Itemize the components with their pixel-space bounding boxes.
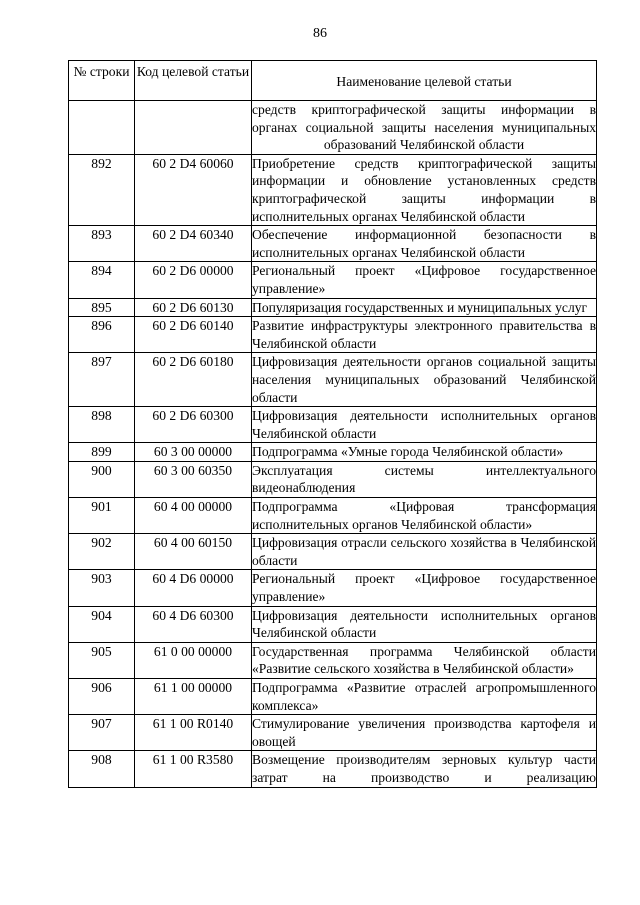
code-cell: 60 4 D6 00000 (135, 570, 252, 606)
row-number-cell: 896 (69, 317, 135, 353)
code-cell: 60 2 D6 60140 (135, 317, 252, 353)
table-row (69, 679, 597, 715)
name-cell: Цифровизация деятельности органов социальной защиты населения муниципальных образований Челябинской области (252, 353, 597, 407)
code-cell: 60 3 00 00000 (135, 443, 252, 462)
row-number-cell: 904 (69, 606, 135, 642)
table-row (69, 498, 597, 534)
table-row (69, 154, 597, 225)
code-cell: 61 0 00 00000 (135, 642, 252, 678)
code-cell: 60 2 D4 60060 (135, 154, 252, 225)
row-number-cell: 892 (69, 154, 135, 225)
row-number-cell: 900 (69, 461, 135, 497)
row-number-cell: 907 (69, 715, 135, 751)
row-number-cell: 903 (69, 570, 135, 606)
name-cell: Региональный проект «Цифровое государственное управление» (252, 570, 597, 606)
name-cell: Цифровизация деятельности исполнительных органов Челябинской области (252, 407, 597, 443)
row-number-cell (69, 101, 135, 155)
table-row (69, 353, 597, 407)
header-name: Наименование целевой статьи (252, 61, 597, 101)
row-number-cell: 895 (69, 298, 135, 317)
table-row (69, 751, 597, 787)
name-cell: Возмещение производителям зерновых культур части затрат на производство и реализацию (252, 751, 597, 787)
code-cell: 60 2 D6 60180 (135, 353, 252, 407)
page-number: 86 (313, 26, 327, 41)
row-number-cell: 905 (69, 642, 135, 678)
row-number-cell: 897 (69, 353, 135, 407)
table-row (69, 570, 597, 606)
table-row (69, 715, 597, 751)
name-cell: Обеспечение информационной безопасности в исполнительных органах Челябинской области (252, 226, 597, 262)
code-cell: 61 1 00 00000 (135, 679, 252, 715)
name-cell: Подпрограмма «Умные города Челябинской области» (252, 443, 597, 462)
row-number-cell: 894 (69, 262, 135, 298)
code-cell: 60 3 00 60350 (135, 461, 252, 497)
name-cell: средств криптографической защиты информации в органах социальной защиты населения муниципальных образований Челябинской области (252, 101, 597, 155)
row-number-cell: 893 (69, 226, 135, 262)
table-row (69, 534, 597, 570)
code-cell: 60 2 D4 60340 (135, 226, 252, 262)
table-row (69, 262, 597, 298)
target-items-table (68, 60, 597, 788)
row-number-cell: 902 (69, 534, 135, 570)
table-row (69, 461, 597, 497)
header-code: Код целевой статьи (135, 61, 252, 101)
name-cell: Эксплуатация системы интеллектуального видеонаблюдения (252, 461, 597, 497)
row-number-cell: 908 (69, 751, 135, 787)
table-row (69, 606, 597, 642)
code-cell: 60 2 D6 60130 (135, 298, 252, 317)
name-cell: Цифровизация деятельности исполнительных органов Челябинской области (252, 606, 597, 642)
name-cell: Подпрограмма «Развитие отраслей агропромышленного комплекса» (252, 679, 597, 715)
code-cell: 60 4 00 60150 (135, 534, 252, 570)
name-cell: Региональный проект «Цифровое государственное управление» (252, 262, 597, 298)
code-cell: 60 4 00 00000 (135, 498, 252, 534)
table-row (69, 642, 597, 678)
table-row (69, 443, 597, 462)
table-row (69, 317, 597, 353)
row-number-cell: 906 (69, 679, 135, 715)
name-cell: Популяризация государственных и муниципальных услуг (252, 298, 597, 317)
code-cell: 61 1 00 R0140 (135, 715, 252, 751)
table-row-continuation (69, 101, 597, 155)
table-row (69, 226, 597, 262)
code-cell: 60 2 D6 00000 (135, 262, 252, 298)
table-row (69, 298, 597, 317)
code-cell: 60 4 D6 60300 (135, 606, 252, 642)
row-number-cell: 899 (69, 443, 135, 462)
name-cell: Приобретение средств криптографической защиты информации и обновление установленных средств криптографической защиты информации в исполнительных органах Челябинской области (252, 154, 597, 225)
name-cell: Цифровизация отрасли сельского хозяйства в Челябинской области (252, 534, 597, 570)
name-cell: Подпрограмма «Цифровая трансформация исполнительных органов Челябинской области» (252, 498, 597, 534)
name-cell: Стимулирование увеличения производства картофеля и овощей (252, 715, 597, 751)
code-cell (135, 101, 252, 155)
table-row (69, 407, 597, 443)
table-header-row (69, 61, 597, 101)
row-number-cell: 898 (69, 407, 135, 443)
name-cell: Государственная программа Челябинской области «Развитие сельского хозяйства в Челябинской области» (252, 642, 597, 678)
name-cell: Развитие инфраструктуры электронного правительства в Челябинской области (252, 317, 597, 353)
code-cell: 61 1 00 R3580 (135, 751, 252, 787)
header-row-number: № строки (69, 61, 135, 101)
code-cell: 60 2 D6 60300 (135, 407, 252, 443)
row-number-cell: 901 (69, 498, 135, 534)
